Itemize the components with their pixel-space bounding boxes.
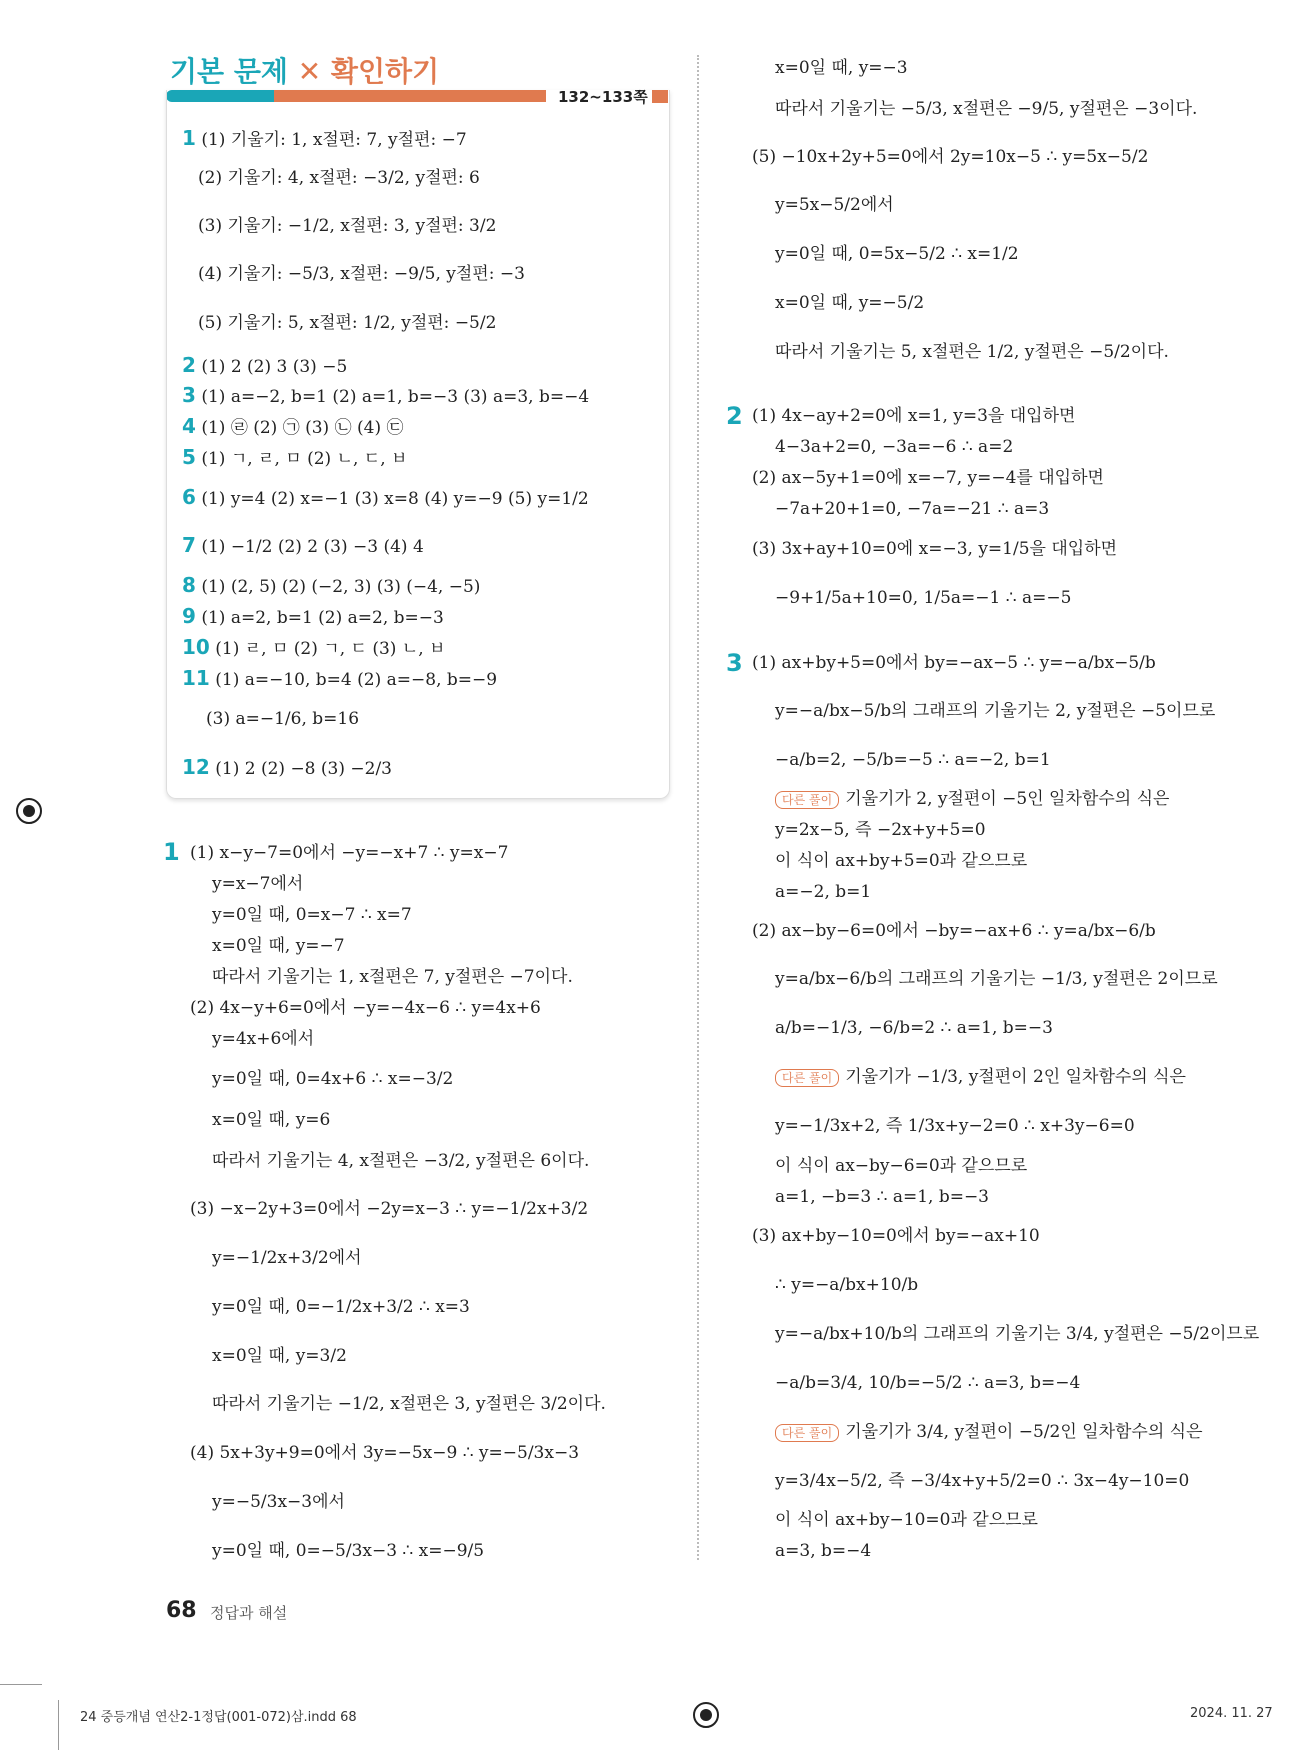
- solution-number: 3: [726, 649, 743, 677]
- solution-line: 이 식이 ax+by−10=0과 같으므로: [775, 1510, 1038, 1530]
- solution-line: 기울기가 −1/3, y절편이 2인 일차함수의 식은: [845, 1067, 1186, 1087]
- solution-line: y=0일 때, 0=4x+6 ∴ x=−3/2: [212, 1069, 454, 1089]
- answer-text: (1) −1/2 (2) 2 (3) −3 (4) 4: [201, 537, 424, 557]
- solution-line: 따라서 기울기는 5, x절편은 1/2, y절편은 −5/2이다.: [775, 342, 1169, 362]
- answer-text: (5) 기울기: 5, x절편: 1/2, y절편: −5/2: [198, 313, 497, 333]
- answer-text: (1) ㉣ (2) ㉠ (3) ㉡ (4) ㉢: [201, 418, 404, 438]
- solution-line: x=0일 때, y=6: [212, 1110, 331, 1130]
- answer-text: (1) a=−10, b=4 (2) a=−8, b=−9: [215, 670, 498, 690]
- solution-line: y=4x+6에서: [212, 1029, 315, 1049]
- answer-text: (1) a=2, b=1 (2) a=2, b=−3: [201, 608, 444, 628]
- solution-line: 따라서 기울기는 −1/2, x절편은 3, y절편은 3/2이다.: [212, 1394, 606, 1414]
- q-number: 7: [182, 533, 196, 557]
- answer-text: (1) 2 (2) −8 (3) −2/3: [215, 759, 392, 779]
- q-number: 6: [182, 485, 196, 509]
- section-title: [170, 50, 439, 90]
- answer-text: (3) 기울기: −1/2, x절편: 3, y절편: 3/2: [198, 216, 497, 236]
- solution-line: y=3/4x−5/2, 즉 −3/4x+y+5/2=0 ∴ 3x−4y−10=0: [775, 1471, 1190, 1491]
- solution-line: a=1, −b=3 ∴ a=1, b=−3: [775, 1187, 990, 1207]
- solution-line: (4) 5x+3y+9=0에서 3y=−5x−9 ∴ y=−5/3x−3: [190, 1443, 580, 1463]
- q-number: 4: [182, 414, 196, 438]
- solution-line: 따라서 기울기는 1, x절편은 7, y절편은 −7이다.: [212, 967, 573, 987]
- title-part2: 확인하기: [330, 55, 440, 88]
- q-number: 8: [182, 573, 196, 597]
- answer-text: (1) a=−2, b=1 (2) a=1, b=−3 (3) a=3, b=−4: [201, 387, 590, 407]
- q-number: 10: [182, 635, 210, 659]
- q-number: 12: [182, 755, 210, 779]
- solution-line: −a/b=3/4, 10/b=−5/2 ∴ a=3, b=−4: [775, 1373, 1081, 1393]
- solution-line: −7a+20+1=0, −7a=−21 ∴ a=3: [775, 499, 1050, 519]
- solution-line: 4−3a+2=0, −3a=−6 ∴ a=2: [775, 437, 1014, 457]
- q-number: 3: [182, 383, 196, 407]
- solution-line: a=−2, b=1: [775, 882, 872, 902]
- solution-line: (1) x−y−7=0에서 −y=−x+7 ∴ y=x−7: [190, 843, 509, 863]
- solution-line: (2) ax−5y+1=0에 x=−7, y=−4를 대입하면: [752, 468, 1104, 488]
- title-part1: 기본 문제: [170, 55, 288, 88]
- solution-number: 1: [163, 838, 180, 866]
- crop-mark: [58, 1700, 59, 1750]
- file-info: 24 중등개념 연산2-1정답(001-072)삼.indd 68: [80, 1710, 357, 1725]
- solution-line: y=−5/3x−3에서: [212, 1492, 345, 1512]
- answer-text: (1) 기울기: 1, x절편: 7, y절편: −7: [201, 130, 467, 150]
- answer-text: (1) ㄹ, ㅁ (2) ㄱ, ㄷ (3) ㄴ, ㅂ: [215, 639, 446, 659]
- answer-text: (2) 기울기: 4, x절편: −3/2, y절편: 6: [198, 168, 480, 188]
- column-divider: [697, 55, 699, 1560]
- solution-line: y=0일 때, 0=5x−5/2 ∴ x=1/2: [775, 244, 1019, 264]
- solution-number: 2: [726, 402, 743, 430]
- crop-mark: [0, 1684, 42, 1685]
- q-number: 9: [182, 604, 196, 628]
- solution-line: (1) ax+by+5=0에서 by=−ax−5 ∴ y=−a/bx−5/b: [752, 653, 1156, 673]
- registration-mark-icon: [16, 798, 42, 824]
- solution-line: 따라서 기울기는 −5/3, x절편은 −9/5, y절편은 −3이다.: [775, 99, 1198, 119]
- solution-line: 이 식이 ax+by+5=0과 같으므로: [775, 851, 1028, 871]
- alt-solution-tag: 다른 풀이: [775, 791, 839, 809]
- solution-line: y=a/bx−6/b의 그래프의 기울기는 −1/3, y절편은 2이므로: [775, 969, 1218, 989]
- solution-line: (2) ax−by−6=0에서 −by=−ax+6 ∴ y=a/bx−6/b: [752, 921, 1156, 941]
- alt-solution-tag: 다른 풀이: [775, 1069, 839, 1087]
- solution-line: (3) −x−2y+3=0에서 −2y=x−3 ∴ y=−1/2x+3/2: [190, 1199, 589, 1219]
- solution-line: a=3, b=−4: [775, 1541, 872, 1561]
- solution-line: 기울기가 3/4, y절편이 −5/2인 일차함수의 식은: [845, 1422, 1203, 1442]
- q-number: 11: [182, 666, 210, 690]
- solution-line: y=−1/3x+2, 즉 1/3x+y−2=0 ∴ x+3y−6=0: [775, 1116, 1135, 1136]
- solution-line: (5) −10x+2y+5=0에서 2y=10x−5 ∴ y=5x−5/2: [752, 147, 1149, 167]
- summary-box: [166, 90, 670, 799]
- solution-line: 이 식이 ax−by−6=0과 같으므로: [775, 1156, 1028, 1176]
- solution-line: x=0일 때, y=3/2: [212, 1346, 347, 1366]
- solution-line: (2) 4x−y+6=0에서 −y=−4x−6 ∴ y=4x+6: [190, 998, 541, 1018]
- solution-line: (3) ax+by−10=0에서 by=−ax+10: [752, 1226, 1040, 1246]
- title-separator: ✕: [297, 55, 322, 88]
- answer-text: (3) a=−1/6, b=16: [206, 709, 360, 729]
- q-number: 1: [182, 126, 196, 150]
- answer-text: (1) y=4 (2) x=−1 (3) x=8 (4) y=−9 (5) y=1/2: [201, 489, 589, 509]
- solution-line: ∴ y=−a/bx+10/b: [775, 1275, 919, 1295]
- solution-line: y=2x−5, 즉 −2x+y+5=0: [775, 820, 986, 840]
- q-number: 2: [182, 353, 196, 377]
- registration-mark-icon: [693, 1702, 719, 1728]
- solution-line: x=0일 때, y=−5/2: [775, 293, 925, 313]
- q-number: 5: [182, 445, 196, 469]
- answer-text: (4) 기울기: −5/3, x절편: −9/5, y절편: −3: [198, 264, 525, 284]
- solution-line: y=0일 때, 0=x−7 ∴ x=7: [212, 905, 412, 925]
- page-range: 132~133쪽: [558, 88, 648, 106]
- solution-line: x=0일 때, y=−7: [212, 936, 345, 956]
- solution-line: a/b=−1/3, −6/b=2 ∴ a=1, b=−3: [775, 1018, 1053, 1038]
- book-label: 정답과 해설: [210, 1604, 288, 1622]
- solution-line: x=0일 때, y=−3: [775, 58, 908, 78]
- solution-line: −a/b=2, −5/b=−5 ∴ a=−2, b=1: [775, 750, 1051, 770]
- answer-text: (1) ㄱ, ㄹ, ㅁ (2) ㄴ, ㄷ, ㅂ: [201, 449, 408, 469]
- alt-solution-tag: 다른 풀이: [775, 1424, 839, 1442]
- answer-text: (1) 2 (2) 3 (3) −5: [201, 357, 348, 377]
- solution-line: y=0일 때, 0=−1/2x+3/2 ∴ x=3: [212, 1297, 470, 1317]
- page-number: 68: [166, 1598, 197, 1623]
- solution-line: (1) 4x−ay+2=0에 x=1, y=3을 대입하면: [752, 406, 1076, 426]
- solution-line: y=−a/bx−5/b의 그래프의 기울기는 2, y절편은 −5이므로: [775, 701, 1216, 721]
- solution-line: −9+1/5a+10=0, 1/5a=−1 ∴ a=−5: [775, 588, 1072, 608]
- solution-line: 기울기가 2, y절편이 −5인 일차함수의 식은: [845, 789, 1170, 809]
- solution-line: (3) 3x+ay+10=0에 x=−3, y=1/5을 대입하면: [752, 539, 1118, 559]
- solution-line: y=5x−5/2에서: [775, 195, 894, 215]
- print-date: 2024. 11. 27: [1190, 1706, 1273, 1721]
- answer-text: (1) (2, 5) (2) (−2, 3) (3) (−4, −5): [201, 577, 481, 597]
- solution-line: 따라서 기울기는 4, x절편은 −3/2, y절편은 6이다.: [212, 1151, 590, 1171]
- solution-line: y=x−7에서: [212, 874, 304, 894]
- solution-line: y=0일 때, 0=−5/3x−3 ∴ x=−9/5: [212, 1541, 485, 1561]
- solution-line: y=−a/bx+10/b의 그래프의 기울기는 3/4, y절편은 −5/2이므로: [775, 1324, 1260, 1344]
- solution-line: y=−1/2x+3/2에서: [212, 1248, 362, 1268]
